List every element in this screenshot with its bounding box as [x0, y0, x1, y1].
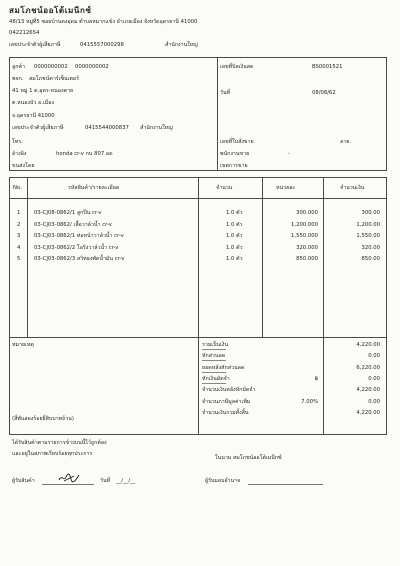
row-description: 03-CJ03-0862/1 ท่อหน้าวาล์วน้ำ cr-v: [34, 233, 124, 240]
credit-label: ลาย.: [340, 139, 352, 145]
company-tax-label: เลขประจำตัวผู้เสียภาษี: [9, 42, 61, 48]
row-no: 3: [17, 233, 21, 240]
footer-note-1: ได้รับสินค้าตามรายการข้างบนนี้ไว้ถูกต้อง: [12, 440, 107, 446]
sales-area-label: เขตการขาย: [220, 163, 248, 169]
salesperson-label: พนักงานขาย: [220, 151, 250, 157]
summary-value: 4,220.00: [356, 387, 380, 394]
row-amount: 1,200.00: [356, 221, 380, 228]
company-phone: 042212654: [9, 30, 40, 36]
reference-value: honda cr-v กน 807 อด: [56, 151, 113, 157]
col-rule-4: [323, 177, 324, 435]
customer-phone-label: โทร.: [12, 139, 23, 145]
bill-no-label: เลขที่บิลเงินสด: [220, 64, 254, 70]
row-qty: 1.0 ตัว: [226, 221, 243, 228]
date-label: วันที่: [220, 90, 231, 96]
receiver-label: ผู้รับสินค้า: [12, 478, 35, 484]
row-unit-price: 1,200.000: [291, 221, 318, 228]
summary-label: รวมเป็นเงิน: [202, 342, 229, 348]
col-header-description: รหัสสินค้า/รายละเอียด: [68, 185, 120, 191]
row-description: 03-CJ03-0862/2 โอริงวาล์วน้ำ cr-v: [34, 244, 119, 251]
customer-address-2: ต.หนองบัว อ.เมือง: [12, 100, 54, 106]
row-amount: 1,550.00: [356, 233, 380, 240]
summary-value: 0.00: [368, 375, 380, 382]
row-no: 1: [17, 210, 21, 216]
row-qty: 1.0 ตัว: [226, 210, 243, 216]
company-branch: สำนักงานใหญ่: [165, 42, 198, 48]
col-rule-2: [198, 177, 199, 337]
customer-tax-branch: สำนักงานใหญ่: [140, 125, 173, 131]
authorizer-label: ผู้รับมอบอำนาจ: [205, 478, 241, 484]
summary-label: หักเงินมัดจำ: [202, 375, 230, 382]
summary-label: จำนวนเงินรวมทั้งสิ้น: [202, 409, 249, 416]
col-header-qty: จำนวน: [216, 185, 233, 191]
remark-label: หมายเหตุ: [12, 342, 34, 348]
order-no-label: เลขที่ใบสั่งขาย: [220, 139, 254, 145]
summary-value: 4,220.00: [356, 409, 380, 416]
bill-no-value: BS0001521: [312, 64, 343, 70]
summary-underline: [202, 372, 226, 373]
col-header-amount: จำนวนเงิน: [340, 185, 365, 191]
salesperson-value: -: [288, 151, 290, 157]
row-qty: 1.0 ตัว: [226, 244, 243, 251]
customer-address-1: 41 หมู่ 1 ต.อุดร-หนองคาย: [12, 88, 74, 94]
summary-label: จำนวนเงินหลังหักมัดจำ: [202, 387, 256, 394]
row-description: 03-CJ03-0862/ เสื้อวาล์วน้ำ cr-v: [34, 221, 112, 228]
footer-date-label: วันที่: [100, 478, 111, 484]
col-rule-1: [27, 177, 28, 337]
ship-label: ขนส่งโดย: [12, 163, 35, 169]
col-header-unit-price: หน่วยละ: [276, 185, 296, 191]
customer-label: ลูกค้า: [12, 64, 25, 70]
info-divider: [217, 57, 218, 171]
customer-code-2: 0000000002: [75, 64, 109, 70]
row-description: 03-CJ08-0862/1 ลูกปืน cr-v: [34, 210, 102, 216]
summary-value: 0.00: [368, 398, 380, 405]
company-tax-id: 0415557000298: [80, 42, 124, 48]
footer-date-blank: __/__/__: [116, 478, 136, 484]
customer-tax-id: 0415544000837: [85, 125, 129, 131]
customer-code: 0000000002: [34, 64, 68, 70]
amount-in-words: (สี่พันสองร้อยยี่สิบบาทถ้วน): [12, 416, 74, 422]
row-unit-price: 300.000: [296, 210, 318, 216]
summary-label: หักส่วนลด: [202, 353, 226, 360]
row-no: 4: [17, 244, 21, 251]
col-header-no: No.: [13, 185, 22, 191]
row-no: 2: [17, 221, 21, 228]
authorizer-signature-line: [248, 484, 323, 485]
row-unit-price: 1,550.000: [291, 233, 318, 240]
row-qty: 1.0 ตัว: [226, 233, 243, 240]
row-unit-price: 850.000: [296, 256, 318, 263]
summary-value: 4,220.00: [356, 342, 380, 348]
summary-underline: [202, 360, 226, 361]
company-address: 48/13 หมู่ที่5 ซอยบ้านดงอุดม ตำบลหมากแข้ง อำเภอเมือง จังหวัดอุดรธานี 41000: [9, 19, 198, 25]
summary-underline: [202, 383, 226, 384]
row-description: 03-CJ03-0862/3 สวิทธงพัดน้ำมัน cr-v: [34, 256, 125, 263]
summary-underline: [202, 349, 226, 350]
customer-name: สมโภชน์คาร์เซ็นเตอร์: [29, 76, 79, 82]
summary-divider: [198, 337, 199, 435]
row-amount: 320.00: [361, 244, 380, 251]
summary-label: ยอดหลังหักส่วนลด: [202, 364, 245, 371]
summary-extra: ฿: [314, 375, 318, 382]
receiver-signature: [58, 473, 80, 483]
row-no: 5: [17, 256, 21, 263]
summary-label: จำนวนภาษีมูลค่าเพิ่ม: [202, 398, 251, 405]
row-qty: 1.0 ตัว: [226, 256, 243, 263]
summary-value: 0.00: [368, 353, 380, 360]
row-amount: 850.00: [361, 256, 380, 263]
footer-note-2: และอยู่ในสภาพเรียบร้อยทุกประการ: [12, 451, 93, 457]
summary-extra: 7.00%: [301, 398, 318, 405]
customer-prefix: พจก.: [12, 76, 24, 82]
on-behalf-of: ในนาม สมโภชน์ออโต้เมนีกซ์: [215, 455, 282, 461]
company-name: สมโภชน์ออโต้เมนีกซ์: [9, 6, 92, 15]
customer-address-3: จ.อุดรธานี 41000: [12, 113, 55, 119]
row-unit-price: 320.000: [296, 244, 318, 251]
col-rule-3: [262, 177, 263, 337]
reference-label: อ้างอิง: [12, 151, 27, 157]
receiver-signature-line: [42, 484, 94, 485]
customer-tax-label: เลขประจำตัวผู้เสียภาษี: [12, 125, 64, 131]
row-amount: 300.00: [361, 210, 380, 216]
date-value: 08/08/62: [312, 90, 336, 96]
summary-value: 6,220.00: [356, 364, 380, 371]
